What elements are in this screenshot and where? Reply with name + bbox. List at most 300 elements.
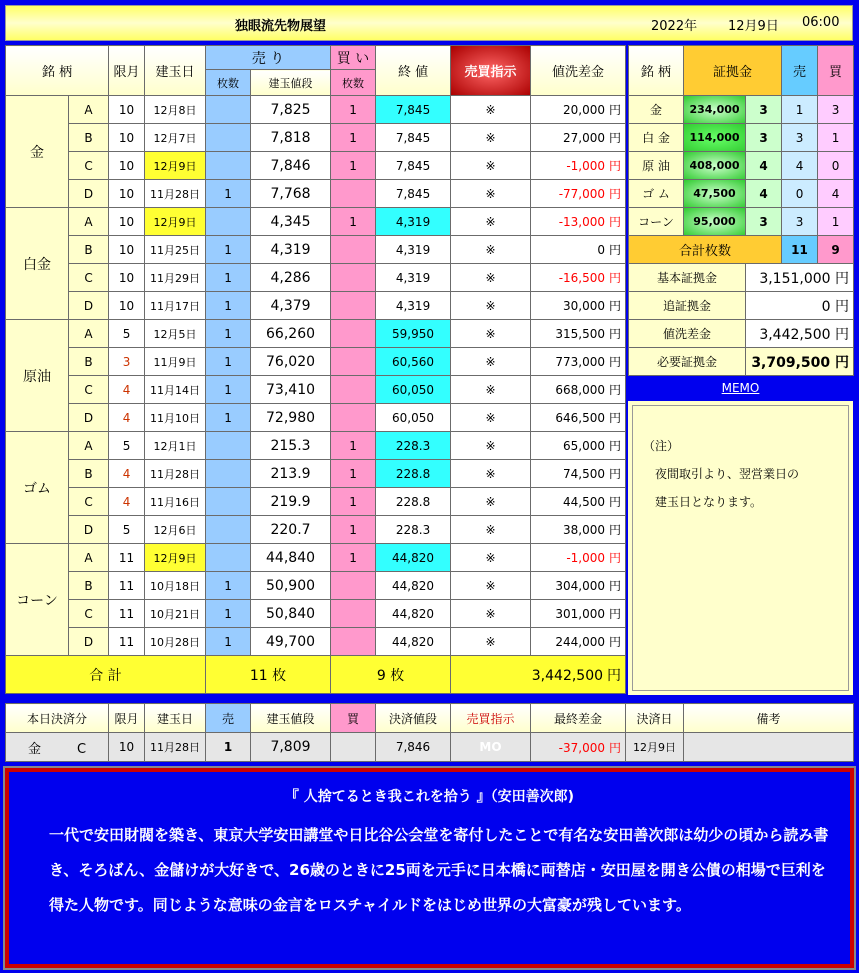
contract-class: D [69,628,109,656]
header-close: 終 値 [376,46,451,96]
title-time: 06:00 [802,15,840,30]
page-title: 独眼流先物展望 [235,19,327,34]
contract-class: A [69,208,109,236]
contract-class: A [69,432,109,460]
title-date: 12月9日 [728,19,779,34]
position-date: 10月18日 [145,572,206,600]
settlement-table [5,703,854,762]
side-header-sell: 売 [782,46,818,96]
yen-unit: 円 [609,383,622,397]
yen-unit: 円 [609,523,622,537]
margin-count: 4 [746,152,782,180]
diff-cell [531,96,626,124]
sell-count [206,516,251,544]
yen-unit: 円 [609,411,622,425]
diff-cell [531,432,626,460]
table-row [6,348,626,376]
header-sell-count: 枚数 [206,70,251,96]
close-price: 44,820 [376,572,451,600]
close-price: 7,845 [376,180,451,208]
yen-unit: 円 [609,327,622,341]
margin-row [629,124,854,152]
table-row [6,544,626,572]
settle-close: 7,846 [376,733,451,762]
margin-buy: 3 [818,96,854,124]
sell-count [206,96,251,124]
buy-count: 1 [331,152,376,180]
sell-count [206,152,251,180]
diff-value: 38,000 [563,523,606,537]
trade-instruction: ※ [451,544,531,572]
margin-commodity: 金 [629,96,684,124]
diff-cell [531,124,626,152]
totals-sell: 11 枚 [206,656,331,694]
close-price: 44,820 [376,544,451,572]
settle-header: 売 [206,704,251,733]
diff-cell [531,236,626,264]
buy-count [331,292,376,320]
position-price: 50,900 [251,572,331,600]
trade-instruction: ※ [451,320,531,348]
buy-count [331,628,376,656]
quote-box [5,768,854,968]
contract-class: A [69,96,109,124]
contract-class: B [69,124,109,152]
summary-label: 追証拠金 [629,292,746,320]
margin-buy: 1 [818,208,854,236]
diff-cell [531,628,626,656]
contract-class: B [69,236,109,264]
yen-unit: 円 [609,187,622,201]
yen-unit: 円 [609,215,622,229]
sell-count: 1 [206,376,251,404]
close-price: 7,845 [376,152,451,180]
position-price: 66,260 [251,320,331,348]
buy-count: 1 [331,96,376,124]
settle-header: 備考 [684,704,854,733]
settle-month: 10 [109,733,145,762]
settle-diff-value: -37,000 [558,740,605,755]
totals-buy: 9 枚 [331,656,451,694]
position-date: 11月17日 [145,292,206,320]
summary-row [629,264,854,292]
diff-cell [531,516,626,544]
buy-count: 1 [331,488,376,516]
margin-sell: 3 [782,208,818,236]
sell-count [206,432,251,460]
contract-class: D [69,404,109,432]
contract-month: 11 [109,628,145,656]
settle-sell: 1 [206,733,251,762]
contract-month: 4 [109,460,145,488]
margin-sell: 4 [782,152,818,180]
margin-value: 47,500 [684,180,746,208]
trade-instruction: ※ [451,348,531,376]
settle-header: 決済値段 [376,704,451,733]
summary-row [629,320,854,348]
table-row [6,600,626,628]
position-date: 12月8日 [145,96,206,124]
diff-value: 244,000 [555,635,606,649]
close-price: 60,560 [376,348,451,376]
yen-unit: 円 [609,243,622,257]
position-price: 4,345 [251,208,331,236]
contract-month: 10 [109,124,145,152]
position-date: 11月10日 [145,404,206,432]
summary-label: 値洗差金 [629,320,746,348]
position-date: 10月21日 [145,600,206,628]
position-date: 11月25日 [145,236,206,264]
position-price: 44,840 [251,544,331,572]
buy-count: 1 [331,544,376,572]
contract-class: B [69,460,109,488]
contract-class: C [69,488,109,516]
close-price: 44,820 [376,628,451,656]
margin-row [629,96,854,124]
position-date: 11月16日 [145,488,206,516]
table-row [6,180,626,208]
position-date: 11月29日 [145,264,206,292]
trade-instruction: ※ [451,488,531,516]
settle-date: 11月28日 [145,733,206,762]
buy-count: 1 [331,124,376,152]
margin-table [628,45,854,376]
yen-unit: 円 [609,271,622,285]
commodity-name: 金 [6,96,69,208]
margin-sell: 0 [782,180,818,208]
trade-instruction: ※ [451,292,531,320]
contract-month: 11 [109,572,145,600]
summary-value: 3,442,500 円 [746,320,854,348]
margin-commodity: コーン [629,208,684,236]
diff-cell [531,264,626,292]
yen-unit: 円 [609,551,622,565]
header-buy: 買 い [331,46,376,70]
margin-count: 3 [746,208,782,236]
position-table [5,45,626,694]
contract-month: 10 [109,292,145,320]
position-price: 4,286 [251,264,331,292]
position-price: 219.9 [251,488,331,516]
contract-class: C [69,152,109,180]
diff-cell [531,320,626,348]
totals-row [6,656,626,694]
buy-count: 1 [331,208,376,236]
diff-cell [531,208,626,236]
close-price: 60,050 [376,404,451,432]
sell-count [206,488,251,516]
diff-value: -1,000 [566,551,606,565]
settle-header: 建玉日 [145,704,206,733]
contract-month: 10 [109,264,145,292]
contract-class: D [69,516,109,544]
side-total-sell: 11 [782,236,818,264]
settle-row [6,733,854,762]
position-price: 7,818 [251,124,331,152]
yen-unit: 円 [609,579,622,593]
contract-month: 10 [109,152,145,180]
header-instruction: 売買指示 [451,46,531,96]
summary-row [629,292,854,320]
table-row [6,236,626,264]
memo-line: （注） [643,439,680,453]
settle-header: 限月 [109,704,145,733]
yen-unit: 円 [609,159,622,173]
position-date: 11月28日 [145,180,206,208]
position-price: 4,379 [251,292,331,320]
margin-sell: 1 [782,96,818,124]
diff-value: 20,000 [563,103,606,117]
sell-count: 1 [206,236,251,264]
trade-instruction: ※ [451,96,531,124]
summary-value: 3,709,500 円 [746,348,854,376]
table-row [6,152,626,180]
margin-row [629,208,854,236]
close-price: 59,950 [376,320,451,348]
memo-line: 建玉日となります。 [643,495,763,509]
contract-class: C [69,264,109,292]
contract-class: C [69,376,109,404]
header-date: 建玉日 [145,46,206,96]
close-price: 228.3 [376,432,451,460]
sell-count: 1 [206,264,251,292]
summary-row [629,348,854,376]
contract-month: 3 [109,348,145,376]
contract-class: A [69,320,109,348]
trade-instruction: ※ [451,376,531,404]
contract-month: 5 [109,320,145,348]
settle-instruction: MO [451,733,531,762]
side-header-brand: 銘 柄 [629,46,684,96]
diff-cell [531,544,626,572]
buy-count [331,572,376,600]
margin-buy: 0 [818,152,854,180]
position-date: 12月9日 [145,152,206,180]
buy-count: 1 [331,516,376,544]
position-date: 12月9日 [145,544,206,572]
summary-value: 3,151,000 円 [746,264,854,292]
table-row [6,124,626,152]
margin-row [629,152,854,180]
margin-count: 3 [746,96,782,124]
settle-header: 決済日 [626,704,684,733]
position-price: 49,700 [251,628,331,656]
close-price: 4,319 [376,236,451,264]
close-price: 44,820 [376,600,451,628]
position-date: 10月28日 [145,628,206,656]
diff-value: 301,000 [555,607,606,621]
settle-day: 12月9日 [626,733,684,762]
diff-value: -16,500 [558,271,606,285]
margin-row [629,180,854,208]
trade-instruction: ※ [451,600,531,628]
diff-value: 304,000 [555,579,606,593]
diff-value: 65,000 [563,439,606,453]
trade-instruction: ※ [451,208,531,236]
buy-count [331,236,376,264]
commodity-name: 原油 [6,320,69,432]
sell-count [206,460,251,488]
trade-instruction: ※ [451,180,531,208]
diff-value: -77,000 [558,187,606,201]
totals-label: 合 計 [6,656,206,694]
yen-unit: 円 [609,103,622,117]
buy-count: 1 [331,460,376,488]
sell-count: 1 [206,180,251,208]
sell-count: 1 [206,348,251,376]
diff-value: 44,500 [563,495,606,509]
buy-count [331,404,376,432]
settle-class: C [76,741,87,757]
contract-class: B [69,348,109,376]
margin-buy: 1 [818,124,854,152]
sell-count [206,544,251,572]
memo-line: 夜間取引より、翌営業日の [643,467,800,481]
contract-month: 4 [109,488,145,516]
trade-instruction: ※ [451,432,531,460]
position-date: 12月7日 [145,124,206,152]
diff-value: 74,500 [563,467,606,481]
header-price: 建玉値段 [251,70,331,96]
diff-cell [531,488,626,516]
yen-unit: 円 [609,355,622,369]
contract-month: 10 [109,236,145,264]
diff-cell [531,404,626,432]
contract-class: D [69,180,109,208]
margin-value: 95,000 [684,208,746,236]
margin-commodity: 原 油 [629,152,684,180]
header-buy-count: 枚数 [331,70,376,96]
yen-unit: 円 [608,740,621,755]
sell-count: 1 [206,628,251,656]
settle-note [684,733,854,762]
contract-month: 4 [109,376,145,404]
margin-value: 114,000 [684,124,746,152]
contract-month: 11 [109,600,145,628]
trade-instruction: ※ [451,264,531,292]
header-month: 限月 [109,46,145,96]
position-date: 12月1日 [145,432,206,460]
settle-price: 7,809 [251,733,331,762]
totals-diff-value: 3,442,500 [531,667,604,684]
buy-count [331,600,376,628]
position-price: 4,319 [251,236,331,264]
position-date: 11月28日 [145,460,206,488]
trade-instruction: ※ [451,628,531,656]
buy-count [331,180,376,208]
header-sell: 売 り [206,46,331,70]
table-row [6,320,626,348]
trade-instruction: ※ [451,516,531,544]
memo-title[interactable]: MEMO [628,377,853,401]
table-row [6,460,626,488]
diff-value: -1,000 [566,159,606,173]
settle-final-diff [531,733,626,762]
table-row [6,208,626,236]
contract-month: 10 [109,208,145,236]
summary-label: 必要証拠金 [629,348,746,376]
yen-unit: 円 [609,439,622,453]
diff-cell [531,460,626,488]
side-total-buy: 9 [818,236,854,264]
close-price: 228.8 [376,460,451,488]
trade-instruction: ※ [451,460,531,488]
close-price: 4,319 [376,208,451,236]
trade-instruction: ※ [451,152,531,180]
diff-value: -13,000 [558,215,606,229]
diff-value: 315,500 [555,327,606,341]
yen-unit: 円 [609,131,622,145]
table-row [6,404,626,432]
contract-class: C [69,600,109,628]
margin-count: 4 [746,180,782,208]
diff-cell [531,376,626,404]
settle-header: 売買指示 [451,704,531,733]
margin-commodity: 白 金 [629,124,684,152]
settle-header: 最終差金 [531,704,626,733]
margin-buy: 4 [818,180,854,208]
close-price: 228.3 [376,516,451,544]
contract-month: 10 [109,96,145,124]
diff-cell [531,600,626,628]
commodity-name: コーン [6,544,69,656]
side-total-label: 合計枚数 [629,236,782,264]
settle-buy [331,733,376,762]
table-row [6,516,626,544]
close-price: 60,050 [376,376,451,404]
commodity-name: ゴム [6,432,69,544]
close-price: 7,845 [376,124,451,152]
quote-title: 『 人捨てるとき我これを拾う 』（安田善次郎) [284,789,575,805]
table-row [6,376,626,404]
contract-month: 4 [109,404,145,432]
side-header-buy: 買 [818,46,854,96]
contract-month: 10 [109,180,145,208]
summary-value: 0 円 [746,292,854,320]
table-row [6,96,626,124]
table-row [6,628,626,656]
close-price: 7,845 [376,96,451,124]
memo-body [632,405,849,691]
trade-instruction: ※ [451,404,531,432]
position-price: 7,825 [251,96,331,124]
contract-class: A [69,544,109,572]
yen-unit: 円 [607,667,622,684]
position-price: 50,840 [251,600,331,628]
margin-count: 3 [746,124,782,152]
diff-value: 773,000 [555,355,606,369]
position-date: 11月14日 [145,376,206,404]
quote-text: 一代で安田財閥を築き、東京大学安田講堂や日比谷公会堂を寄付したことで有名な安田善次郎は幼少の頃から読み書き、そろばん、金儲けが大好きで、26歳のときに25両を元手に日本橋に両替店・安田屋を開き公債の相場で巨利を得た人物です。同じような意味の金言をロスチャイルドをはじめ世界の大富豪が残しています。 [49,826,829,914]
contract-class: B [69,572,109,600]
side-header-margin: 証拠金 [684,46,782,96]
margin-commodity: ゴ ム [629,180,684,208]
diff-value: 668,000 [555,383,606,397]
margin-value: 234,000 [684,96,746,124]
diff-cell [531,180,626,208]
trade-instruction: ※ [451,572,531,600]
sell-count: 1 [206,572,251,600]
position-date: 12月6日 [145,516,206,544]
settle-header: 建玉値段 [251,704,331,733]
yen-unit: 円 [609,607,622,621]
contract-month: 5 [109,432,145,460]
settle-header: 本日決済分 [6,704,109,733]
position-price: 76,020 [251,348,331,376]
contract-month: 11 [109,544,145,572]
diff-cell [531,348,626,376]
settle-brand-cell [6,733,109,762]
